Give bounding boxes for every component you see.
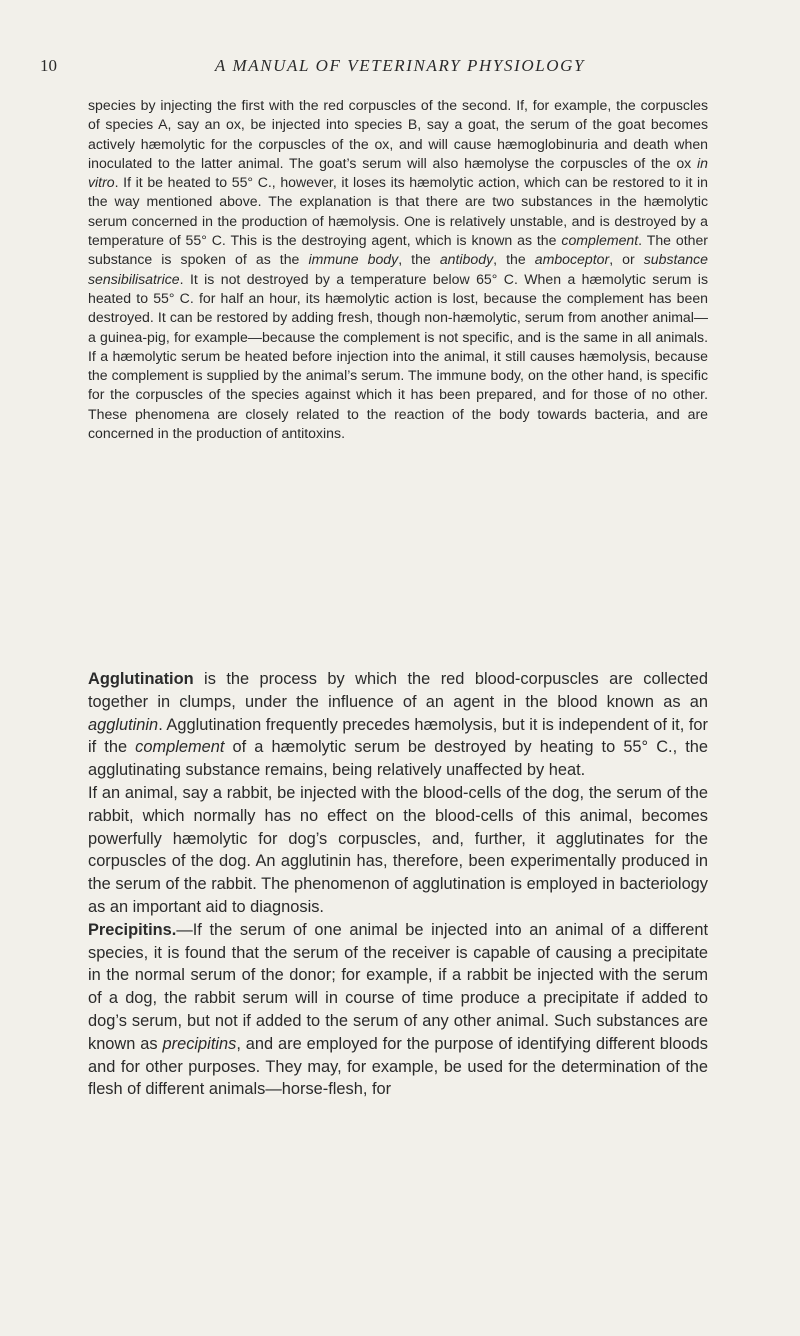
italic-term: in vitro	[88, 154, 708, 191]
italic-term: amboceptor	[534, 251, 610, 268]
italic-term: complement	[561, 232, 639, 249]
italic-term: antibody	[439, 251, 494, 268]
text-run: —If the serum of one animal be injected into an animal of a different species, it is found that the serum of the receiver is capable of causing a precipitate in the normal serum of the donor; for example, if a rabbit be injected with the serum of a dog, the rabbit serum will in course of time produce a precipitate if added to dog’s serum, but not if added to the serum of any other animal. Such substances are known as	[88, 920, 708, 1053]
section-heading-agglutination: Agglutination	[88, 670, 194, 688]
text-run: , and are employed for the purpose of identifying different bloods and for other purposes. They may, for example, be used for the determination of the flesh of different animals—horse-flesh, for	[88, 1034, 708, 1099]
text-run: species by injecting the first with the red corpuscles of the second. If, for example, the corpuscles of species A, say an ox, be injected into species B, say a goat, the serum of the goat becomes actively hæmolytic for the corpuscles of the ox, and will cause hæmoglobinuria and death when inoculated to the latter animal. The goat’s serum will also hæmolyse the corpuscles of the ox	[88, 97, 708, 171]
italic-term: precipitins	[162, 1034, 237, 1053]
text-run: If an animal, say a rabbit, be injected with the blood-cells of the dog, the serum of the rabbit, which normally has no effect on the blood-cells of this animal, becomes powerfully hæmolytic for dog’s corpuscles, and, further, it agglutinates for the corpuscles of the dog. An agglutinin has, therefore, been experimentally produced in the serum of the rabbit. The phenomenon of agglutination is employed in bacteriology as an important aid to diagnosis.	[88, 783, 708, 916]
page-number: 10	[40, 56, 57, 75]
text-run: . If it be heated to 55° C., however, it loses its hæmolytic action, which can be restored to it in the way mentioned above. The explanation is that there are two substances in the hæmolytic serum concerned in the production of hæmolysis. One is relatively unstable, and is destroyed by a temperature of 55° C. This is the destroying agent, which is known as the	[88, 174, 708, 249]
paragraph-agglutination	[88, 668, 708, 782]
text-run: . The other substance is spoken of as the	[88, 232, 709, 268]
text-run: is the process by which the red blood-corpuscles are collected together in clumps, under the influence of an agent in the blood known as an	[88, 670, 708, 711]
page-header	[40, 56, 760, 80]
italic-term: complement	[135, 738, 225, 757]
section-heading-precipitins: Precipitins.	[88, 920, 177, 939]
text-run: , the	[398, 251, 440, 268]
text-run: . Agglutination frequently precedes hæmolysis, but it is independent of it, for if the	[88, 715, 708, 757]
text-run: . It is not destroyed by a temperature below 65° C. When a hæmolytic serum is heated to 55° C. for half an hour, its hæmolytic action is lost, because the complement has been destroyed. It can be restored by adding fresh, though non-hæmolytic, serum from another animal—a guinea-pig, for example—because the complement is not specific, and is the same in all animals. If a hæmolytic serum be heated before injection into the animal, it still causes hæmolysis, because the complement is supplied by the animal’s serum. The immune body, on the other hand, is specific for the corpuscles of the species against which it has been prepared, and for those of no other. These phenomena are closely related to the reaction of the body towards bacteria, and are concerned in the production of antitoxins.	[88, 270, 708, 442]
paragraph-hemolysis	[88, 96, 708, 443]
text-run: of a hæmolytic serum be destroyed by heating to 55° C., the agglutinating substance remains, being relatively unaffected by heat.	[88, 738, 709, 780]
paragraph-precipitins	[88, 919, 708, 1101]
running-title: A MANUAL OF VETERINARY PHYSIOLOGY	[214, 56, 586, 75]
small-print-section	[88, 96, 708, 443]
paragraph-rabbit-experiment	[88, 782, 708, 919]
italic-term: agglutinin	[88, 715, 159, 734]
italic-term: immune body	[308, 251, 399, 268]
text-run: , or	[609, 251, 644, 268]
text-run: , the	[493, 251, 535, 268]
main-print-section	[88, 668, 708, 1101]
italic-term: substance sensibilisatrice	[88, 251, 708, 287]
